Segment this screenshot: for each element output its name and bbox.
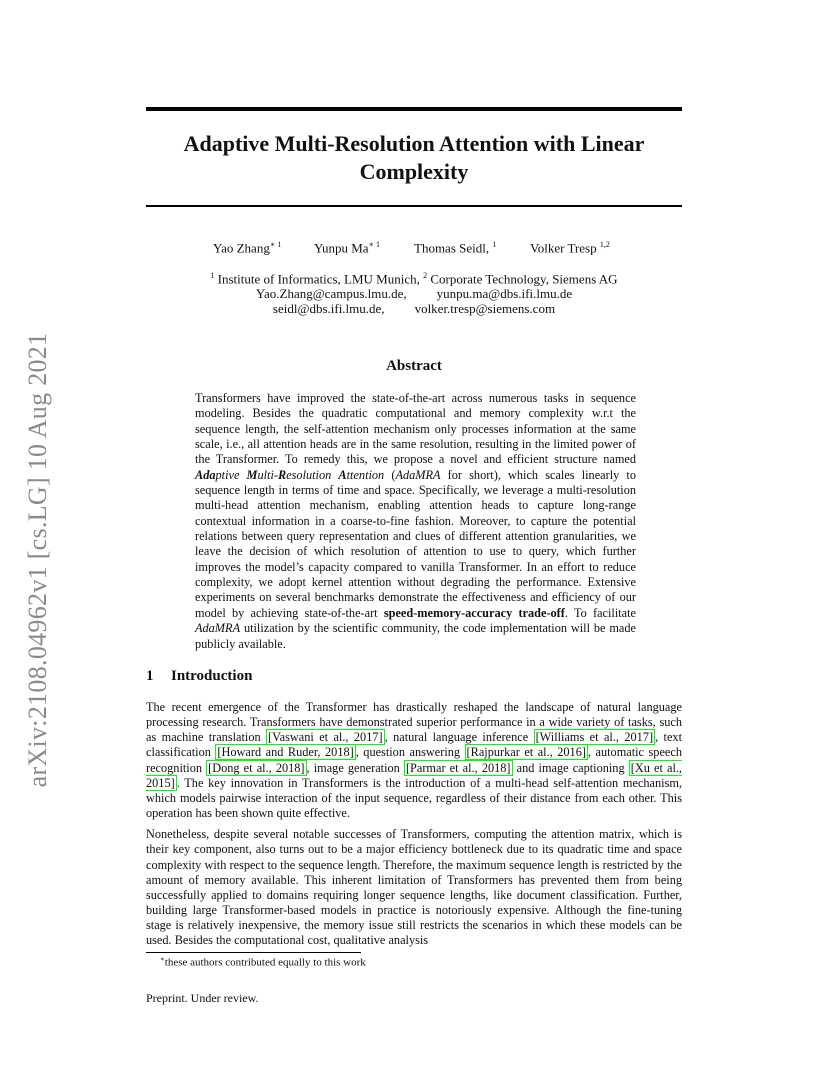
email: yunpu.ma@dbs.ifi.lmu.de [436,286,573,302]
section-title: Introduction [171,668,253,684]
citation-link[interactable]: [Xu et al., 2015] [146,760,683,790]
affiliation-mark: 1 [210,271,215,280]
email: seidl@dbs.ifi.lmu.de, [272,301,385,317]
author-affiliation-mark: 1,2 [599,240,610,249]
introduction-body [146,700,682,955]
body-text: , question answering [355,745,465,760]
abstract-emphasis: Ada [195,467,216,482]
abstract-text: . To facilitate [564,605,637,620]
abstract-emphasis: ulti- [257,467,278,482]
abstract-emphasis: ptive [215,467,247,482]
abstract-text: ( [384,467,396,482]
arxiv-side-stamp [22,300,54,820]
citation-link[interactable]: [Howard and Ruder, 2018] [217,745,354,760]
email: Yao.Zhang@campus.lmu.de, [255,286,407,302]
abstract-text: utilization by the scientific community, the code implementation will be made publicly available. [195,621,636,651]
author-name: Volker Tresp [530,240,597,256]
title-line-2: Complexity [359,159,469,184]
author-3 [414,240,496,256]
email-row-1 [146,286,682,301]
abstract-emphasis: AdaMRA [395,467,441,482]
citation-link[interactable]: [Rajpurkar et al., 2016] [466,745,586,760]
preprint-note: Preprint. Under review. [146,991,259,1005]
author-name: Yao Zhang [213,240,270,256]
affiliations [146,268,682,316]
author-4 [530,240,610,256]
author-affiliation-mark: ∗ 1 [269,240,282,249]
abstract-emphasis: R [277,467,287,482]
intro-paragraph-2: Nonetheless, despite several notable successes of Transformers, computing the attention matrix, which is their key component, also turns out to be a major efficiency bottleneck due to its quadratic time and space complexity with respect to the sequence length. Therefore, the maximum sequence length is restricted by the amount of memory available. This inherent limitation of Transformers has prevented them from being successfully applied to domains requiring longer sequence lengths, like document classification. Further, building large Transformer-based models in practice is notoriously expensive. Although the fine-tuning stage is relatively inexpensive, the memory issue still restricts the scenarios in which these models can be used. Besides the computational cost, qualitative analysis [146,827,682,948]
abstract-text: for short), which scales linearly to sequence length in terms of time and space. Specifically, we leverage a multi-resolution multi-head attention mechanism, enabling attention heads to capture long-range contextual information in a coarse-to-fine fashion. Moreover, to capture the potential relations between query representation and clues of different attention granularities, we leave the decision of which resolution of attention to use to query, which further improves the model’s capacity compared to vanilla Transformer. In an effort to reduce complexity, we adopt kernel attention without degrading the performance. Extensive experiments on several benchmarks demonstrate the effectiveness and efficiency of our model by achieving state-of-the-art [195,467,636,620]
citation-link[interactable]: [Parmar et al., 2018] [405,760,511,775]
title-top-rule [146,107,682,111]
abstract-emphasis: esolution [286,467,339,482]
abstract-emphasis: A [338,467,347,482]
affiliation-mark: 2 [423,271,428,280]
abstract-body [195,391,636,652]
author-name: Yunpu Ma [314,240,369,256]
paper-title [146,130,682,186]
body-text: The recent emergence of the Transformer has drastically reshaped the landscape of natural language processing research. Transformers have demonstrated superior performance in a wide variety of tasks, such as machine translation [146,700,682,745]
body-text: , natural language inference [384,730,534,745]
email-row-2 [146,301,682,316]
abstract-emphasis: M [246,467,258,482]
author-affiliation-mark: 1 [492,240,497,249]
email: volker.tresp@siemens.com [414,301,556,317]
citation-link[interactable]: [Williams et al., 2017] [535,730,654,745]
body-text: and image captioning [512,760,629,775]
footnote-text: these authors contributed equally to this work [164,956,366,969]
section-number: 1 [146,668,154,684]
abstract-bold-phrase: speed-memory-accuracy trade-off [383,605,565,620]
institution-line [146,268,682,286]
abstract-emphasis: ttention [346,467,385,482]
arxiv-identifier: arXiv:2108.04962v1 [cs.LG] 10 Aug 2021 [23,332,52,788]
title-bottom-rule [146,205,682,207]
body-text: . The key innovation in Transformers is the introduction of a multi-head self-attention mechanism, which models pairwise interaction of the input sequence, regardless of their distance from each other. This operation has been shown quite effective. [146,775,682,821]
institution-2: Corporate Technology, Siemens AG [427,271,618,287]
author-affiliation-mark: ∗ 1 [368,240,380,249]
citation-link[interactable]: [Dong et al., 2018] [208,760,305,775]
abstract-text: Transformers have improved the state-of-the-art across numerous tasks in sequence modeling. Besides the quadratic computational and memory complexity w.r.t the sequence length, the self-attention mechanism only processes information at the same scale, i.e., all attention heads are in the same resolution, resulting in the limited power of the Transformer. To remedy this, we propose a novel and efficient structure named [195,391,636,467]
abstract-emphasis: AdaMRA [195,621,241,636]
body-text: , image generation [306,760,404,775]
title-line-1: Adaptive Multi-Resolution Attention with Linear [183,131,645,156]
author-2 [314,240,380,256]
body-text: , automatic speech recognition [146,745,682,775]
citation-link[interactable]: [Vaswani et al., 2017] [268,730,383,745]
abstract-heading: Abstract [386,358,442,374]
body-text: , text classification [146,730,682,760]
footnote-rule [146,952,361,953]
intro-paragraph-1 [146,700,682,821]
footnote [160,955,366,969]
author-name: Thomas Seidl, [414,240,490,256]
section-heading [146,668,252,685]
institution-1: Institute of Informatics, LMU Munich, [214,271,424,287]
footnote-mark: ∗ [160,955,165,963]
author-1 [213,240,281,256]
